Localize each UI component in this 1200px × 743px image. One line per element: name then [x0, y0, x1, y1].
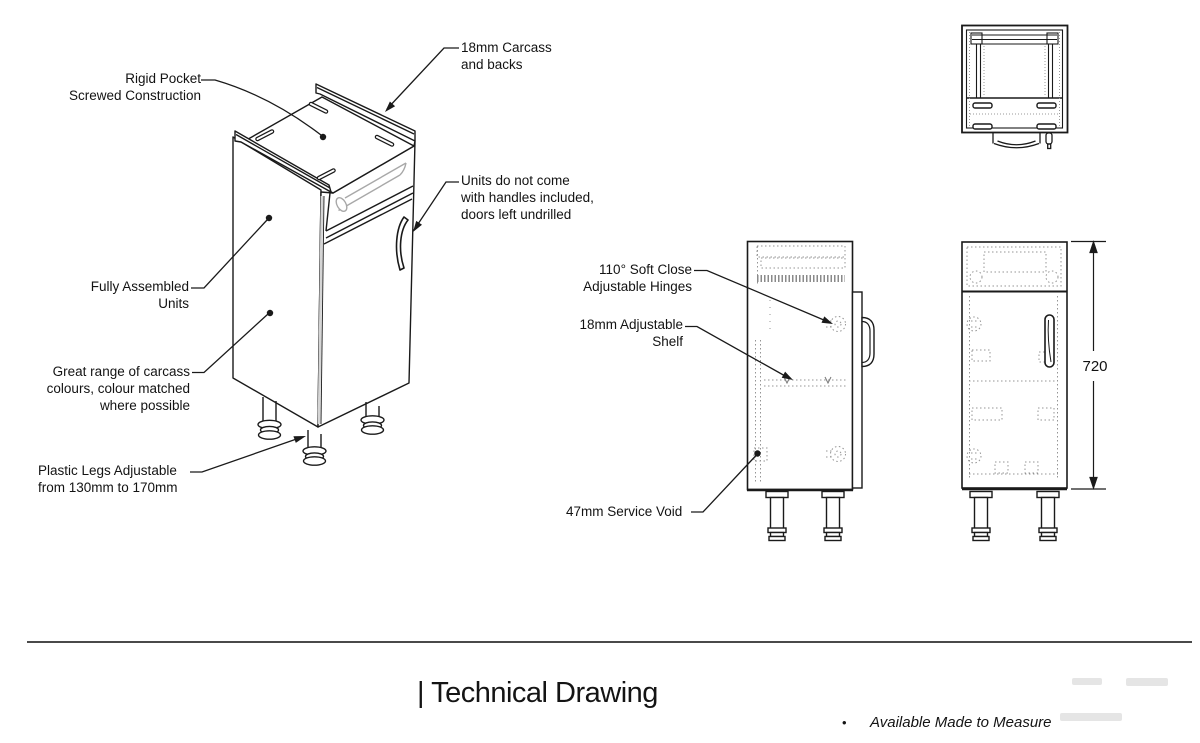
side-view-legs — [766, 492, 844, 541]
isometric-view-drawing — [233, 84, 415, 465]
side-view-drawing — [747, 242, 874, 541]
watermark-smudge — [1060, 713, 1122, 721]
annotation-carcass — [461, 40, 552, 74]
page-title: | Technical Drawing — [417, 677, 658, 709]
front-view-legs — [970, 492, 1059, 541]
annotation-line: Shelf — [652, 333, 683, 349]
annotation-line: Screwed Construction — [68, 87, 201, 103]
watermark-smudge — [1072, 678, 1102, 685]
iso-left-panel — [233, 137, 321, 427]
made-to-measure-note — [842, 714, 1052, 731]
annotation-line: with handles included, — [461, 189, 594, 205]
note-text: Available Made to Measure — [870, 714, 1052, 731]
front-door-handle — [1045, 315, 1054, 367]
bullet-glyph: • — [842, 715, 847, 730]
annotation-plastic-legs — [38, 463, 178, 497]
annotation-adjustable-shelf — [553, 317, 683, 351]
annotation-line: Units — [158, 295, 189, 311]
plan-view-drawing — [962, 26, 1068, 149]
annotation-line: 18mm Carcass — [461, 40, 552, 55]
annotation-no-handles — [461, 173, 594, 223]
annotation-service-void — [566, 504, 682, 521]
annotation-fully-assembled — [29, 279, 189, 313]
annotation-line: Plastic Legs Adjustable — [38, 463, 177, 478]
annotation-line: 47mm Service Void — [566, 504, 683, 519]
plan-view-handle — [993, 133, 1052, 149]
annotation-rigid-pocket — [31, 71, 201, 105]
annotation-line: Adjustable Hinges — [583, 278, 692, 294]
annotation-line: Great range of carcass — [52, 364, 190, 379]
annotation-line: from 130mm to 170mm — [38, 479, 178, 495]
annotation-carcass-colours — [20, 364, 190, 414]
front-view-drawing — [962, 242, 1106, 541]
annotation-soft-close-hinges — [562, 262, 692, 296]
annotation-line: 18mm Adjustable — [579, 317, 683, 332]
annotation-line: where possible — [99, 397, 190, 413]
annotation-line: colours, colour matched — [46, 380, 190, 396]
annotation-line: Units do not come — [461, 173, 570, 188]
watermark-smudge — [1126, 678, 1168, 686]
height-dimension-value: 720 — [1082, 358, 1108, 375]
annotation-line: Fully Assembled — [90, 279, 189, 294]
annotation-line: and backs — [461, 56, 523, 72]
annotation-line: doors left undrilled — [461, 206, 572, 222]
annotation-line: Rigid Pocket — [125, 71, 201, 86]
annotation-line: 110° Soft Close — [599, 262, 692, 277]
